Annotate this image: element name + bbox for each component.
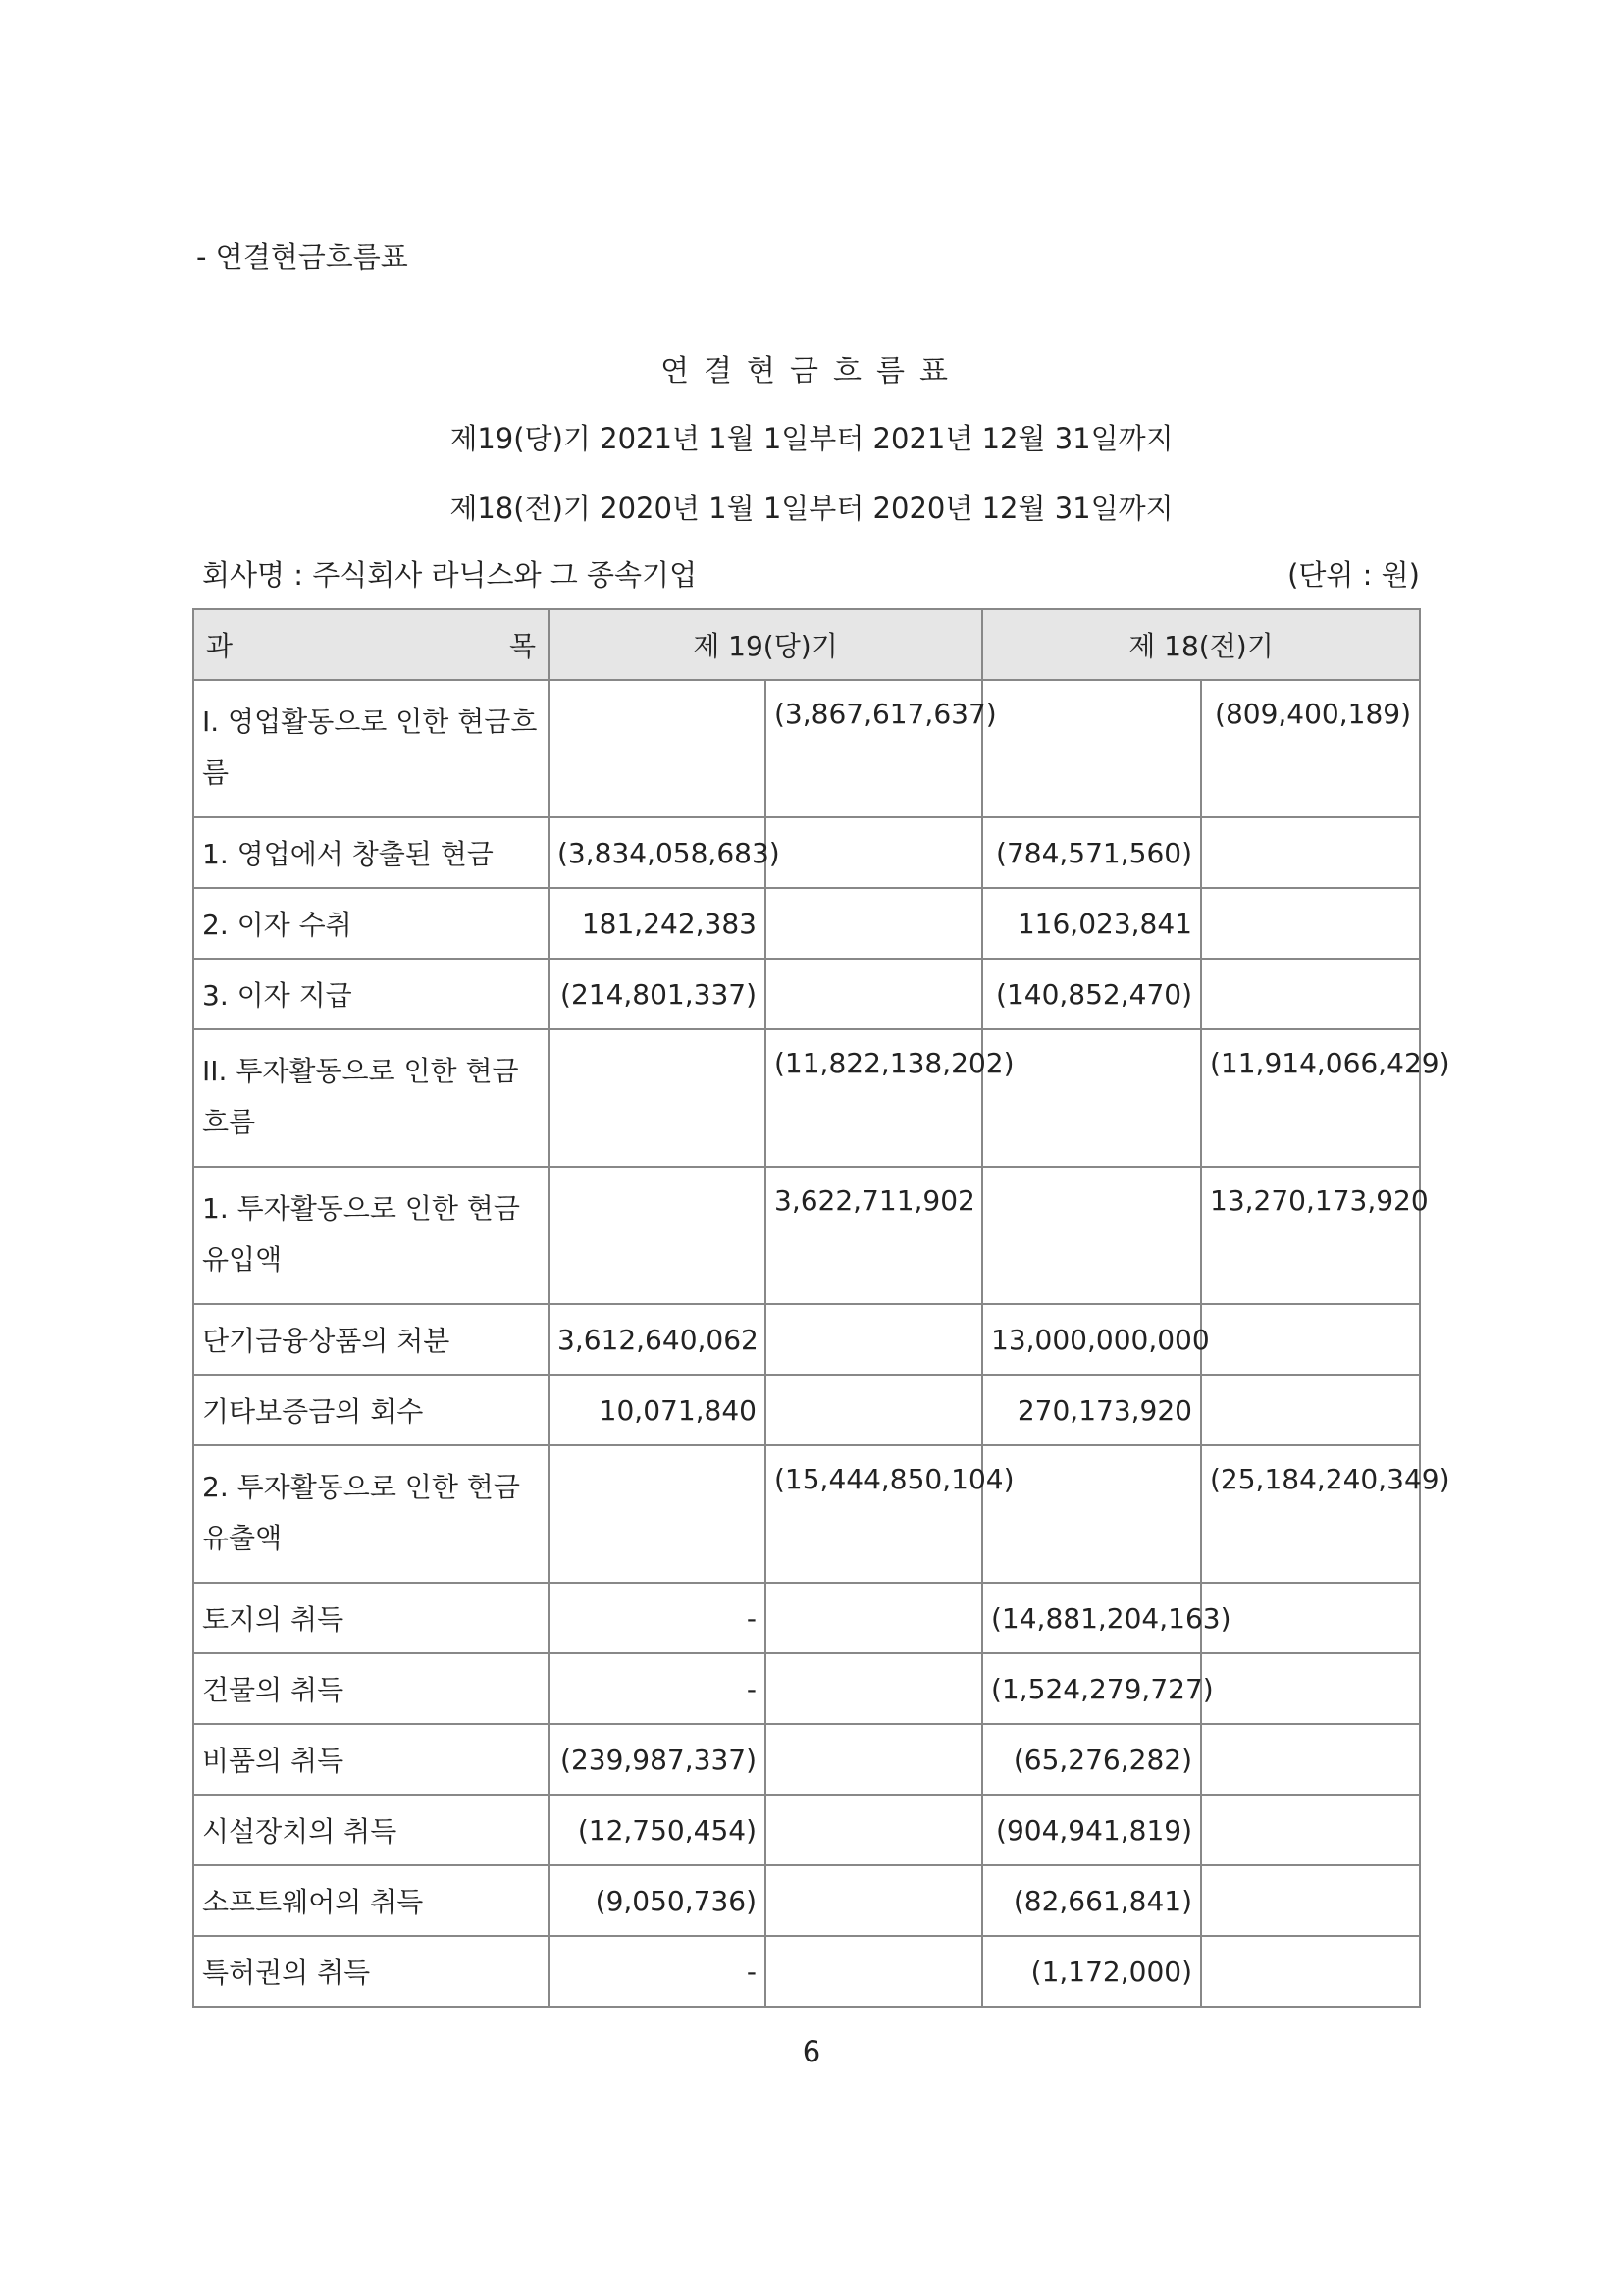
prior-total [1201,1653,1420,1724]
prior-detail: (1,172,000) [982,1936,1201,2007]
current-total [765,1795,982,1865]
current-detail: 181,242,383 [549,888,765,959]
prior-detail: (1,524,279,727) [982,1653,1201,1724]
current-total [765,1583,982,1653]
page-number: 6 [802,2035,821,2068]
prior-total: (809,400,189) [1201,680,1420,817]
prior-total: (11,914,066,429) [1201,1029,1420,1167]
current-detail: 3,612,640,062 [549,1304,765,1375]
prior-detail: (904,941,819) [982,1795,1201,1865]
current-detail: (214,801,337) [549,959,765,1029]
current-total [765,1375,982,1445]
prior-detail: (14,881,204,163) [982,1583,1201,1653]
current-total [765,1653,982,1724]
table-row [193,1029,1420,1167]
row-label: 2. 투자활동으로 인한 현금유출액 [193,1445,549,1583]
header-subject-right: 목 [508,630,536,662]
prior-detail: (82,661,841) [982,1865,1201,1936]
current-detail [549,1445,765,1583]
row-label: 1. 투자활동으로 인한 현금유입액 [193,1167,549,1304]
prior-detail: 270,173,920 [982,1375,1201,1445]
prior-detail: (140,852,470) [982,959,1201,1029]
row-label: 1. 영업에서 창출된 현금 [193,817,549,888]
table-row [193,1167,1420,1304]
prior-total [1201,1865,1420,1936]
row-label: 3. 이자 지급 [193,959,549,1029]
table-row [193,1795,1420,1865]
table-row [193,1865,1420,1936]
current-total [765,1304,982,1375]
table-row [193,680,1420,817]
current-total: (11,822,138,202) [765,1029,982,1167]
table-row [193,1653,1420,1724]
prior-detail [982,1445,1201,1583]
current-detail: (239,987,337) [549,1724,765,1795]
prior-detail: (65,276,282) [982,1724,1201,1795]
current-detail [549,1029,765,1167]
current-detail [549,680,765,817]
prior-total [1201,1936,1420,2007]
table-row [193,1375,1420,1445]
company-name: 회사명 : 주식회사 라닉스와 그 종속기업 [202,558,698,592]
prior-detail: 116,023,841 [982,888,1201,959]
table-row [193,817,1420,888]
period-prior: 제18(전)기 2020년 1월 1일부터 2020년 12월 31일까지 [449,492,1174,525]
prior-detail [982,1167,1201,1304]
header-current-period: 제 19(당)기 [549,609,982,680]
current-total [765,817,982,888]
current-total: (15,444,850,104) [765,1445,982,1583]
cash-flow-table [192,608,1450,2008]
current-detail: - [549,1936,765,2007]
prior-detail [982,1029,1201,1167]
row-label: 특허권의 취득 [193,1936,549,2007]
row-label: 건물의 취득 [193,1653,549,1724]
header-subject-left: 과 [206,630,234,662]
current-detail: - [549,1583,765,1653]
unit-label: (단위 : 원) [1287,558,1420,592]
row-label: 소프트웨어의 취득 [193,1865,549,1936]
prior-total [1201,1304,1420,1375]
prior-total [1201,888,1420,959]
prior-total [1201,1724,1420,1795]
table-header-row [193,609,1420,680]
prior-detail: 13,000,000,000 [982,1304,1201,1375]
row-label: 2. 이자 수취 [193,888,549,959]
row-label: 단기금융상품의 처분 [193,1304,549,1375]
prior-total [1201,959,1420,1029]
table-row [193,1724,1420,1795]
table-row [193,1445,1420,1583]
table-row [193,1583,1420,1653]
current-detail: (3,834,058,683) [549,817,765,888]
table-row [193,959,1420,1029]
prior-total: (25,184,240,349) [1201,1445,1420,1583]
prior-total [1201,1375,1420,1445]
header-prior-period: 제 18(전)기 [982,609,1420,680]
table-row [193,1936,1420,2007]
current-total: 3,622,711,902 [765,1167,982,1304]
section-label: - 연결현금흐름표 [196,240,408,274]
row-label: 시설장치의 취득 [193,1795,549,1865]
prior-detail: (784,571,560) [982,817,1201,888]
prior-detail [982,680,1201,817]
row-label: II. 투자활동으로 인한 현금흐름 [193,1029,549,1167]
prior-total: 13,270,173,920 [1201,1167,1420,1304]
current-detail: (9,050,736) [549,1865,765,1936]
current-total [765,1865,982,1936]
current-detail: 10,071,840 [549,1375,765,1445]
row-label: I. 영업활동으로 인한 현금흐름 [193,680,549,817]
current-total [765,959,982,1029]
row-label: 토지의 취득 [193,1583,549,1653]
current-detail: - [549,1653,765,1724]
current-total: (3,867,617,637) [765,680,982,817]
prior-total [1201,1795,1420,1865]
table-row [193,888,1420,959]
header-subject [193,609,549,680]
table-row [193,1304,1420,1375]
current-total [765,1724,982,1795]
prior-total [1201,817,1420,888]
row-label: 기타보증금의 회수 [193,1375,549,1445]
current-total [765,888,982,959]
prior-total [1201,1583,1420,1653]
period-current: 제19(당)기 2021년 1월 1일부터 2021년 12월 31일까지 [449,422,1174,455]
current-detail [549,1167,765,1304]
row-label: 비품의 취득 [193,1724,549,1795]
current-detail: (12,750,454) [549,1795,765,1865]
current-total [765,1936,982,2007]
statement-title: 연결현금흐름표 [660,354,963,389]
